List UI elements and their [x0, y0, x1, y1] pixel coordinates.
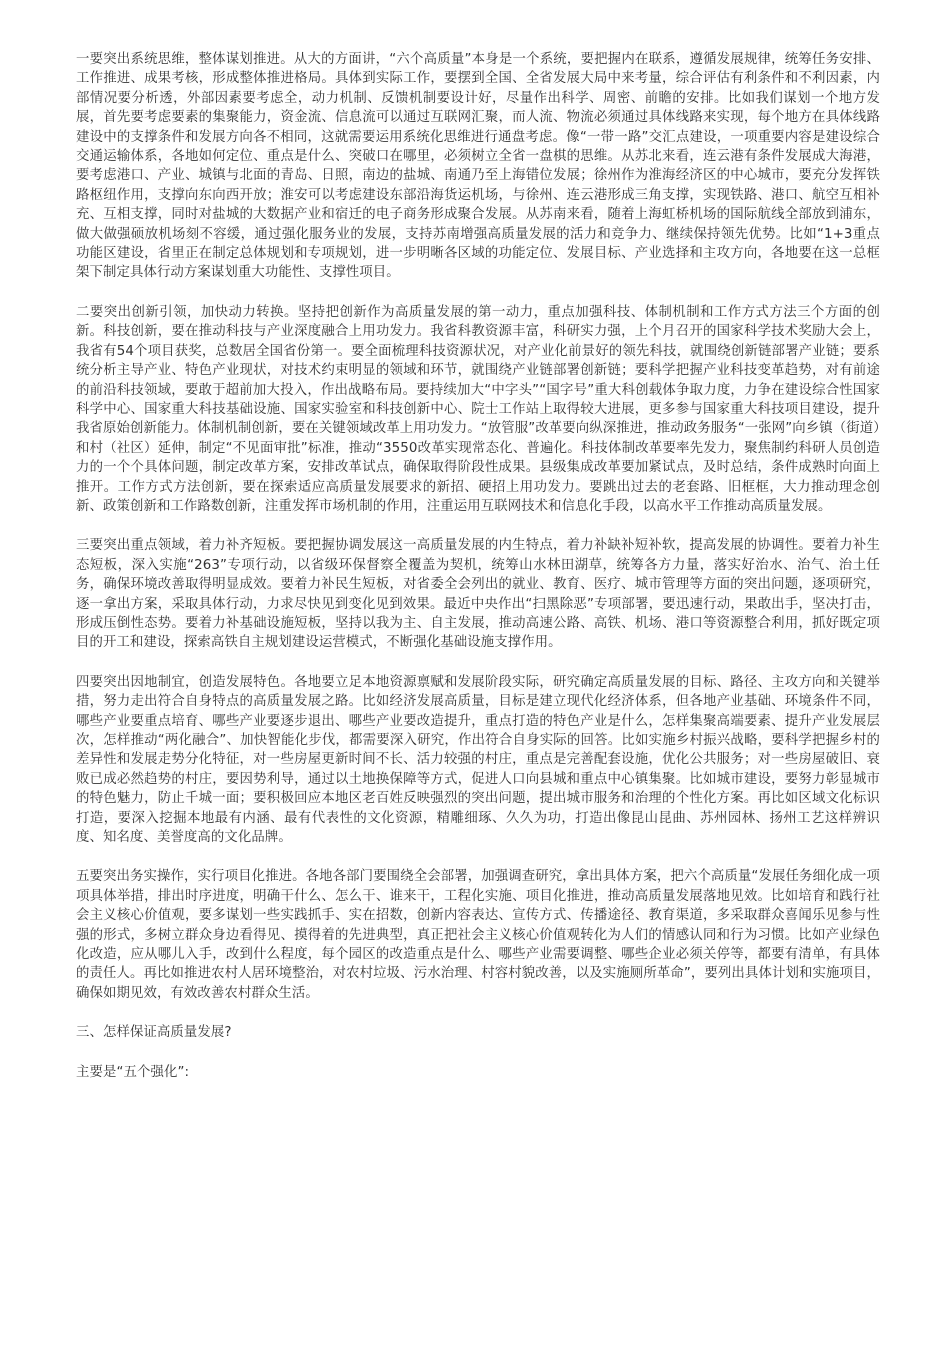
lead-text: 主要是“五个强化”:	[76, 1064, 190, 1080]
paragraph-innovation: 二要突出创新引领，加快动力转换。坚持把创新作为高质量发展的第一动力，重点加强科技、体制机制和工作方式方法三个方面的创新。科技创新，要在推动科技与产业深度融合上用功发力。我省科教资源丰富，科研实力强，上个月召开的国家科学技术奖励大会上，我省有54个项目获奖，总数居全国省份第一。要全面梳理科技资源状况，对产业化前景好的领先科技，就围绕创新链部署产业链；要系统分析主导产业、特色产业现状，对技术约束明显的领域和环节，就围绕产业链部署创新链；要科学把握产业科技变革趋势，对有前途的前沿科技领域，要敢于超前加大投入，作出战略布局。要持续加大“中字头”“国字号”重大科创载体争取力度，力争在建设综合性国家科学中心、国家重大科技基础设施、国家实验室和科技创新中心、院士工作站上取得较大进展，更多参与国家重大科技项目建设，提升我省原始创新能力。体制机制创新，要在关键领域改革上用功发力。“放管服”改革要向纵深推进，推动政务服务“一张网”向乡镇（街道）和村（社区）延伸，制定“不见面审批”标准，推动“3550改革实现常态化、普遍化。科技体制改革要率先发力，聚焦制约科研人员创造力的一个个具体问题，制定改革方案，安排改革试点，确保取得阶段性成果。县级集成改革要加紧试点，及时总结，条件成熟时向面上推开。工作方式方法创新，要在探索适应高质量发展要求的新招、硬招上用功发力。要跳出过去的老套路、旧框框，大力推动理念创新、政策创新和工作路数创新，注重发挥市场机制的作用，注重运用互联网技术和信息化手段，以高水平工作推动高质量发展。	[76, 304, 880, 514]
paragraph-practical-operation: 五要突出务实操作，实行项目化推进。各地各部门要围绕全会部署，加强调查研究，拿出具体方案，把六个高质量“发展任务细化成一项项具体举措，排出时序进度，明确干什么、怎么干、谁来干，工程化实施、项目化推进，推动高质量发展落地见效。比如培育和践行社会主义核心价值观，要多谋划一些实践抓手、实在招数，创新内容表达、宣传方式、传播途径、教育渠道，多采取群众喜闻乐见参与性强的形式，多树立群众身边看得见、摸得着的先进典型，真正把社会主义核心价值观转化为人们的情感认同和行为习惯。比如产业绿色化改造，应从哪儿入手，改到什么程度，每个园区的改造重点是什么、哪些产业需要调整、哪些企业必须关停等，都要有清单，有具体的责任人。再比如推进农村人居环境整治，对农村垃圾、污水治理、村容村貌改善，以及实施厕所革命”，要列出具体计划和实施项目，确保如期见效，有效改善农村群众生活。	[76, 869, 880, 1001]
document-body	[76, 50, 880, 1102]
paragraph-local-conditions: 四要突出因地制宜，创造发展特色。各地要立足本地资源禀赋和发展阶段实际，研究确定高质量发展的目标、路径、主攻方向和关键举措，努力走出符合自身特点的高质量发展之路。比如经济发展高质量，目标是建立现代化经济体系，但各地产业基础、环境条件不同，哪些产业要重点培育、哪些产业要逐步退出、哪些产业要改造提升，重点打造的特色产业是什么，怎样集聚高端要素、提升产业发展层次，怎样推动“两化融合”、加快智能化步伐，都需要深入研究，作出符合自身实际的回答。比如实施乡村振兴战略，要科学把握乡村的差异性和发展走势分化特征，对一些房屋更新时间不长、活力较强的村庄，重点是完善配套设施，优化公共服务；对一些房屋破旧、衰败已成必然趋势的村庄，要因势利导，通过以土地换保障等方式，促进人口向县城和重点中心镇集聚。比如城市建设，要努力彰显城市的特色魅力，防止千城一面；要积极回应本地区老百姓反映强烈的突出问题，提出城市服务和治理的个性化方案。再比如区域文化标识打造，要深入挖掘本地最有内涵、最有代表性的文化资源，精雕细琢、久久为功，打造出像昆山昆曲、苏州园林、扬州工艺这样辨识度、知名度、美誉度高的文化品牌。	[76, 674, 880, 846]
paragraph-key-areas: 三要突出重点领域，着力补齐短板。要把握协调发展这一高质量发展的内生特点，着力补缺补短补软，提高发展的协调性。要着力补生态短板，深入实施“263”专项行动，以省级环保督察全覆盖为契机，统筹山水林田湖草，统筹各方力量，落实好治水、治气、治土任务，确保环境改善取得明显成效。要着力补民生短板，对省委全会列出的就业、教育、医疗、城市管理等方面的突出问题，逐项研究，逐一拿出方案，采取具体行动，力求尽快见到变化见到效果。最近中央作出“扫黑除恶”专项部署，要迅速行动，果敢出手，坚决打击，形成压倒性态势。要着力补基础设施短板，坚持以我为主、自主发展，推动高速公路、高铁、机场、港口等资源整合利用，抓好既定项目的开工和建设，探索高铁自主规划建设运营模式，不断强化基础设施支撑作用。	[76, 538, 880, 651]
section-heading: 三、怎样保证高质量发展?	[76, 1025, 232, 1041]
paragraph-system-thinking: 一要突出系统思维，整体谋划推进。从大的方面讲，“六个高质量”本身是一个系统，要把握内在联系，遵循发展规律，统筹任务安排、工作推进、成果考核，形成整体推进格局。具体到实际工作，要摆到全国、全省发展大局中来考量，综合评估有利条件和不利因素，内部情况要分析透，外部因素要考虑全，动力机制、反馈机制要设计好，尽量作出科学、周密、前瞻的安排。比如我们谋划一个地方发展，首先要考虑要素的集聚能力，资金流、信息流可以通过互联网汇聚，而人流、物流必须通过具体线路来实现，每个地方在具体线路建设中的支撑条件和发展方向各不相同，这就需要运用系统化思维进行通盘考虑。像“一带一路”交汇点建设，一项重要内容是建设综合交通运输体系，各地如何定位、重点是什么、突破口在哪里，必须树立全省一盘棋的思维。从苏北来看，连云港有条件发展成大海港，要考虑港口、产业、城镇与北面的青岛、日照，南边的盐城、南通乃至上海错位发展；徐州作为淮海经济区的中心城市，要充分发挥铁路枢纽作用，支撑向东向西开放；淮安可以考虑建设东部沿海货运机场，与徐州、连云港形成三角支撑，实现铁路、港口、航空互相补充、互相支撑，同时对盐城的大数据产业和宿迁的电子商务形成聚合发展。从苏南来看，随着上海虹桥机场的国际航线全部放到浦东，做大做强硕放机场刻不容缓，通过强化服务业的发展，支持苏南增强高质量发展的活力和竞争力、继续保持领先优势。比如“1+3重点功能区建设，省里正在制定总体规划和专项规划，进一步明晰各区域的功能定位、发展目标、产业选择和主攻方向，各地要在这一总框架下制定具体行动方案谋划重大功能性、支撑性项目。	[76, 52, 880, 281]
